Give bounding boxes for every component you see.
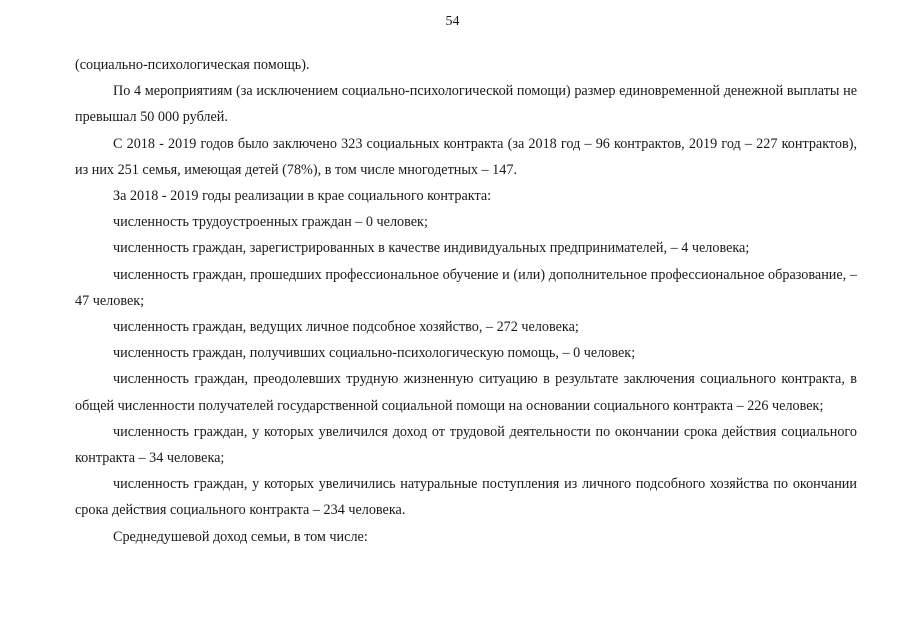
paragraph-4: За 2018 - 2019 годы реализации в крае социального контракта: bbox=[113, 188, 492, 205]
paragraph-3: С 2018 - 2019 годов было заключено 323 социальных контракта (за 2018 год – 96 контрактов, 2019 год – 227 контрактов), из них 251 семья, имеющая детей (78%), в том числе многодетных – 147. bbox=[75, 135, 857, 178]
document-body bbox=[75, 52, 857, 550]
paragraph-7: численность граждан, прошедших профессиональное обучение и (или) дополнительное профессиональное образование, – 47 человек; bbox=[75, 266, 857, 309]
paragraph-6: численность граждан, зарегистрированных в качестве индивидуальных предпринимателей, – 4 человека; bbox=[113, 240, 750, 257]
paragraph-5: численность трудоустроенных граждан – 0 человек; bbox=[113, 214, 428, 231]
paragraph-10: численность граждан, преодолевших трудную жизненную ситуацию в результате заключения социального контракта, в общей численности получателей государственной социальной помощи на основании социального контракта – 226 человек; bbox=[75, 371, 857, 414]
paragraph-8: численность граждан, ведущих личное подсобное хозяйство, – 272 человека; bbox=[113, 319, 579, 336]
paragraph-1: (социально-психологическая помощь). bbox=[75, 57, 310, 73]
paragraph-2: По 4 мероприятиям (за исключением социально-психологической помощи) размер единовременной денежной выплаты не превышал 50 000 рублей. bbox=[75, 83, 857, 126]
paragraph-9: численность граждан, получивших социально-психологическую помощь, – 0 человек; bbox=[113, 345, 636, 362]
page-number: 54 bbox=[445, 14, 460, 29]
paragraph-13: Среднедушевой доход семьи, в том числе: bbox=[113, 528, 368, 545]
paragraph-11: численность граждан, у которых увеличился доход от трудовой деятельности по окончании срока действия социального контракта – 34 человека; bbox=[75, 423, 857, 467]
paragraph-12: численность граждан, у которых увеличились натуральные поступления из личного подсобного хозяйства по окончании срока действия социального контракта – 234 человека. bbox=[75, 476, 857, 519]
